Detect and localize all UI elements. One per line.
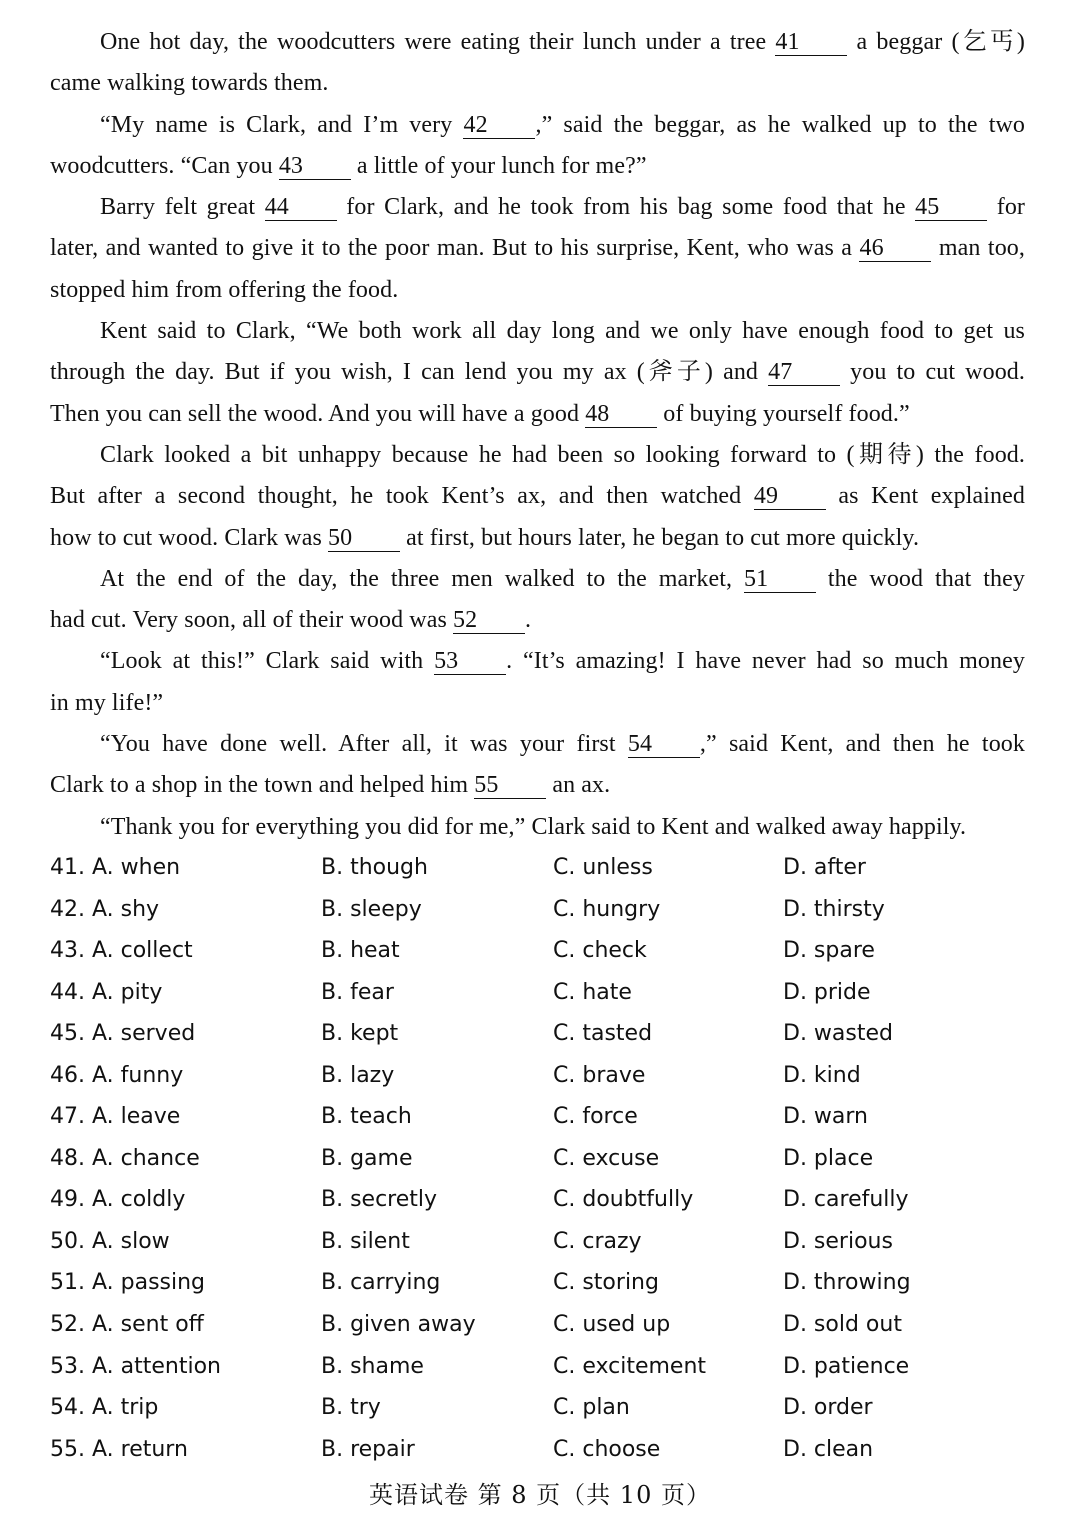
answer-blank[interactable]: 55 — [474, 772, 546, 799]
option-a[interactable]: 48. A. chance — [50, 1145, 200, 1171]
option-b[interactable]: B. try — [321, 1395, 381, 1421]
passage-line — [50, 518, 1025, 559]
option-b[interactable]: B. given away — [321, 1312, 476, 1338]
answer-blank[interactable]: 42 — [463, 112, 535, 139]
answer-blank[interactable]: 53 — [434, 648, 506, 675]
answer-blank[interactable]: 47 — [768, 359, 840, 386]
option-row — [50, 1221, 1030, 1263]
passage-line — [50, 765, 1025, 806]
passage-text: Barry felt great — [100, 194, 265, 221]
option-c[interactable]: C. unless — [553, 855, 653, 880]
passage-text: . — [525, 607, 532, 634]
option-d[interactable]: D. wasted — [783, 1021, 893, 1047]
option-b[interactable]: B. game — [321, 1145, 413, 1171]
option-c[interactable]: C. doubtfully — [553, 1187, 694, 1213]
passage-text: Clark to a shop in the town and helped him — [50, 772, 475, 799]
passage-text: as Kent explained — [825, 483, 1025, 510]
answer-blank[interactable]: 51 — [744, 566, 816, 593]
option-b[interactable]: B. repair — [321, 1436, 415, 1462]
passage-text: later, and wanted to give it to the poor man. But to his surprise, Kent, who was a — [50, 235, 860, 262]
passage-text: a beggar (乞丐) — [847, 29, 1025, 55]
passage-text: ,” said the beggar, as he walked up to the two — [535, 111, 1025, 138]
passage-text: came walking towards them. — [50, 70, 329, 97]
option-b[interactable]: B. kept — [321, 1021, 399, 1047]
option-d[interactable]: D. spare — [783, 938, 875, 964]
option-row — [50, 1055, 1030, 1097]
passage-text: At the end of the day, the three men walked to the market, — [100, 565, 744, 592]
option-a[interactable]: 49. A. coldly — [50, 1187, 186, 1213]
option-d[interactable]: D. clean — [783, 1436, 874, 1462]
option-d[interactable]: D. carefully — [783, 1187, 909, 1213]
option-a[interactable]: 53. A. attention — [50, 1353, 221, 1379]
option-row — [50, 1304, 1030, 1346]
option-a[interactable]: 47. A. leave — [50, 1104, 181, 1130]
option-b[interactable]: B. lazy — [321, 1062, 395, 1088]
page-footer: 英语试卷 第 8 页（共 10 页） — [369, 1481, 711, 1509]
option-c[interactable]: C. tasted — [553, 1021, 653, 1047]
option-a[interactable]: 41. A. when — [50, 855, 181, 880]
option-b[interactable]: B. sleepy — [321, 896, 422, 922]
passage-text: stopped him from offering the food. — [50, 276, 399, 303]
option-d[interactable]: D. warn — [783, 1104, 869, 1130]
option-d[interactable]: D. order — [783, 1395, 873, 1421]
passage-text: Clark looked a bit unhappy because he had been so looking forward to (期待) the food. — [100, 441, 1025, 468]
passage-text: woodcutters. “Can you — [50, 152, 279, 179]
passage-line — [50, 476, 1025, 517]
option-b[interactable]: B. heat — [321, 938, 400, 964]
option-b[interactable]: B. secretly — [321, 1187, 438, 1213]
option-d[interactable]: D. patience — [783, 1353, 910, 1379]
passage-text: through the day. But if you wish, I can lend you my ax (斧子) and — [50, 359, 769, 386]
passage-text: “Look at this!” Clark said with — [100, 648, 435, 675]
option-d[interactable]: D. sold out — [783, 1312, 902, 1338]
option-row — [50, 1013, 1030, 1055]
option-b[interactable]: B. fear — [321, 979, 394, 1005]
option-c[interactable]: C. check — [553, 938, 647, 964]
passage-text: in my life!” — [50, 689, 164, 716]
option-c[interactable]: C. hungry — [553, 896, 661, 922]
passage-text: “Thank you for everything you did for me,” Clark said to Kent and walked away happily. — [100, 813, 967, 840]
passage-text: ,” said Kent, and then he took — [699, 731, 1025, 758]
passage-line — [50, 311, 1025, 352]
option-d[interactable]: D. thirsty — [783, 896, 885, 922]
answer-blank[interactable]: 45 — [915, 194, 987, 221]
option-a[interactable]: 43. A. collect — [50, 938, 193, 964]
option-c[interactable]: C. excuse — [553, 1145, 660, 1171]
passage-text: how to cut wood. Clark was — [50, 524, 328, 551]
passage-text: One hot day, the woodcutters were eating their lunch under a tree — [100, 29, 776, 55]
passage-text: an ax. — [546, 772, 611, 799]
cloze-passage — [50, 22, 1025, 848]
option-row — [50, 1179, 1030, 1221]
passage-line — [50, 600, 1025, 641]
passage-text: . “It’s amazing! I have never had so much money — [506, 648, 1025, 675]
option-c[interactable]: C. hate — [553, 979, 632, 1005]
passage-text: for Clark, and he took from his bag some food that he — [336, 194, 916, 221]
option-a[interactable]: 42. A. shy — [50, 896, 160, 922]
passage-line — [50, 807, 1025, 848]
option-row — [50, 930, 1030, 972]
answer-blank[interactable]: 52 — [453, 607, 525, 634]
passage-line — [50, 352, 1025, 393]
answer-blank[interactable]: 41 — [775, 29, 847, 56]
option-row — [50, 1346, 1030, 1388]
answer-blank[interactable]: 54 — [628, 731, 700, 758]
passage-text: for — [987, 194, 1026, 221]
option-a[interactable]: 46. A. funny — [50, 1062, 184, 1088]
option-c[interactable]: C. force — [553, 1104, 638, 1130]
passage-text: at first, but hours later, he began to cut more quickly. — [400, 524, 920, 551]
option-row — [50, 1387, 1030, 1429]
option-d[interactable]: D. after — [783, 855, 866, 880]
option-row — [50, 972, 1030, 1014]
passage-line — [50, 683, 1025, 724]
option-row — [50, 1262, 1030, 1304]
option-a[interactable]: 50. A. slow — [50, 1228, 170, 1254]
passage-line — [50, 435, 1025, 476]
option-b[interactable]: B. silent — [321, 1228, 410, 1254]
passage-text: Then you can sell the wood. And you will have a good — [50, 400, 586, 427]
option-b[interactable]: B. teach — [321, 1104, 412, 1130]
option-a[interactable]: 51. A. passing — [50, 1270, 206, 1296]
passage-text: had cut. Very soon, all of their wood was — [50, 607, 454, 634]
option-c[interactable]: C. used up — [553, 1312, 671, 1338]
option-d[interactable]: D. serious — [783, 1228, 893, 1254]
passage-line — [50, 641, 1025, 682]
option-row — [50, 889, 1030, 931]
passage-line — [50, 187, 1025, 228]
option-a[interactable]: 55. A. return — [50, 1436, 188, 1462]
option-a[interactable]: 54. A. trip — [50, 1395, 159, 1421]
option-b[interactable]: B. shame — [321, 1353, 424, 1379]
option-row — [50, 1429, 1030, 1471]
option-b[interactable]: B. though — [321, 855, 428, 880]
passage-text: Kent said to Clark, “We both work all day long and we only have enough food to get us — [100, 318, 1025, 345]
option-row — [50, 1096, 1030, 1138]
option-b[interactable]: B. carrying — [321, 1270, 441, 1296]
passage-text: you to cut wood. — [840, 359, 1025, 386]
option-c[interactable]: C. crazy — [553, 1228, 642, 1254]
option-row — [50, 1138, 1030, 1180]
option-c[interactable]: C. choose — [553, 1436, 661, 1462]
option-d[interactable]: D. throwing — [783, 1270, 911, 1296]
passage-line — [50, 724, 1025, 765]
passage-text: “You have done well. After all, it was your first — [100, 731, 628, 758]
option-a[interactable]: 45. A. served — [50, 1021, 196, 1047]
passage-line — [50, 22, 1025, 63]
option-d[interactable]: D. pride — [783, 979, 871, 1005]
answer-blank[interactable]: 44 — [265, 194, 337, 221]
option-d[interactable]: D. place — [783, 1145, 874, 1171]
option-d[interactable]: D. kind — [783, 1062, 861, 1088]
answer-blank[interactable]: 43 — [279, 153, 351, 180]
option-a[interactable]: 44. A. pity — [50, 979, 163, 1005]
passage-line — [50, 270, 1025, 311]
passage-text: But after a second thought, he took Kent’s ax, and then watched — [50, 483, 754, 510]
passage-text: of buying yourself food.” — [657, 400, 910, 427]
option-row — [50, 847, 1030, 889]
passage-line — [50, 394, 1025, 435]
passage-line — [50, 63, 1025, 104]
option-c[interactable]: C. plan — [553, 1395, 630, 1421]
passage-text: the wood that they — [816, 565, 1025, 592]
passage-text: “My name is Clark, and I’m very — [100, 111, 464, 138]
option-a[interactable]: 52. A. sent off — [50, 1312, 204, 1338]
answer-options — [50, 847, 1030, 1470]
option-c[interactable]: C. storing — [553, 1270, 659, 1296]
passage-line — [50, 146, 1025, 187]
option-c[interactable]: C. brave — [553, 1062, 646, 1088]
passage-line — [50, 228, 1025, 269]
answer-blank[interactable]: 48 — [585, 401, 657, 428]
passage-line — [50, 559, 1025, 600]
option-c[interactable]: C. excitement — [553, 1353, 707, 1379]
answer-blank[interactable]: 46 — [859, 235, 931, 262]
answer-blank[interactable]: 49 — [754, 483, 826, 510]
passage-text: man too, — [931, 235, 1025, 262]
passage-text: a little of your lunch for me?” — [350, 152, 647, 179]
passage-line — [50, 105, 1025, 146]
answer-blank[interactable]: 50 — [328, 525, 400, 552]
